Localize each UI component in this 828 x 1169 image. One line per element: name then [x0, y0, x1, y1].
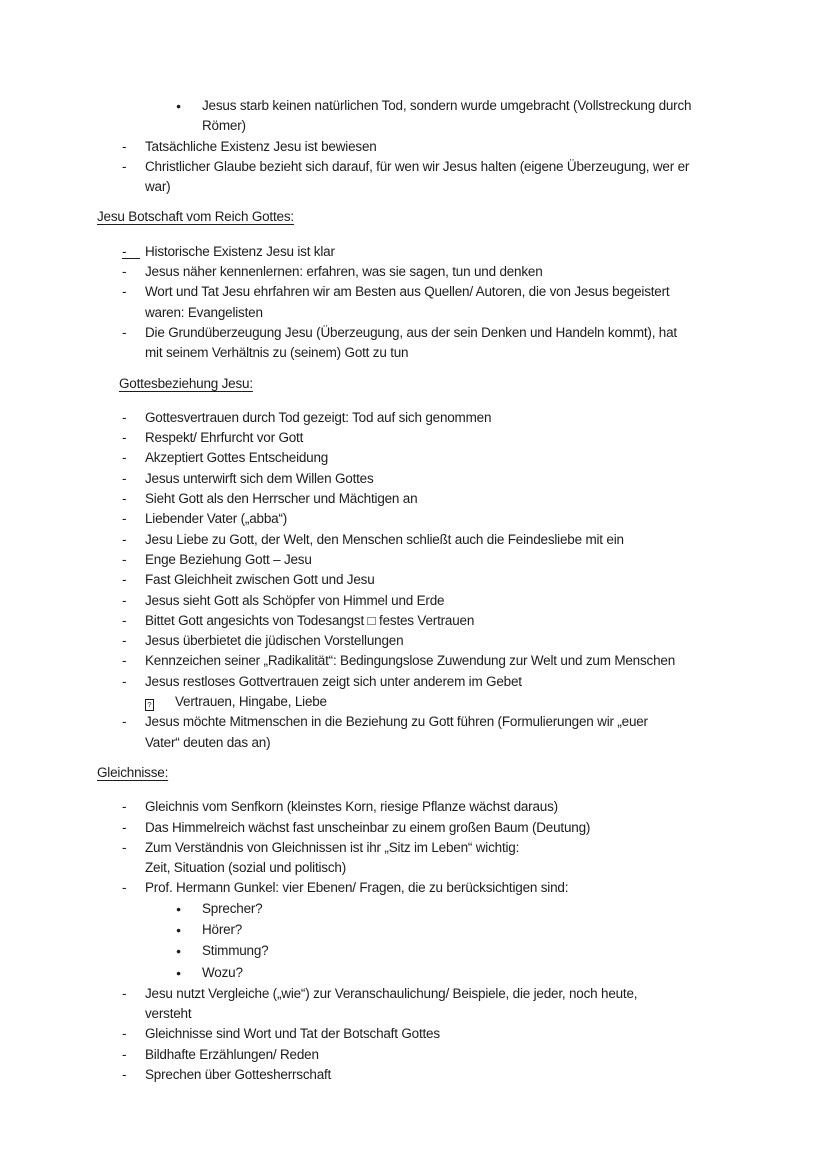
dot-glyph: ● — [176, 101, 181, 111]
dash-glyph: - — [122, 284, 127, 300]
dash-marker — [122, 282, 145, 302]
text-line: Die Grundüberzeugung Jesu (Überzeugung, aus der sein Denken und Handeln kommt), hat — [145, 324, 677, 340]
text-line: mit seinem Verhältnis zu (seinem) Gott zu tun — [145, 345, 409, 361]
text-line: Fast Gleichheit zwischen Gott und Jesu — [145, 572, 375, 588]
dash-marker — [122, 631, 145, 651]
text-line: Enge Beziehung Gott – Jesu — [145, 551, 312, 567]
dash-glyph: - — [122, 511, 127, 527]
missing-glyph-marker — [145, 692, 175, 712]
text-line: Sprechen über Gottesherrschaft — [145, 1067, 332, 1083]
text-line: Sieht Gott als den Herrscher und Mächtigen an — [145, 491, 418, 507]
item-text — [145, 797, 558, 817]
heading-text: Jesu Botschaft vom Reich Gottes: — [97, 209, 294, 225]
text-line: Jesus näher kennenlernen: erfahren, was sie sagen, tun und denken — [145, 264, 543, 280]
section-heading — [119, 374, 777, 394]
dash-marker — [122, 797, 145, 817]
text-line: Jesus sieht Gott als Schöpfer von Himmel und Erde — [145, 592, 445, 608]
list-item — [97, 1024, 777, 1044]
item-text — [145, 984, 637, 1025]
dash-marker — [122, 1065, 145, 1085]
list-item — [97, 448, 777, 468]
item-text — [202, 920, 242, 940]
dash-glyph: - — [122, 592, 127, 608]
item-text — [145, 262, 543, 282]
item-text — [145, 631, 403, 651]
item-text — [145, 489, 417, 509]
dot-glyph: ● — [176, 946, 181, 957]
heading-text: Gleichnisse: — [97, 764, 169, 780]
dash-marker — [122, 509, 145, 529]
text-line: Gottesvertrauen durch Tod gezeigt: Tod auf sich genommen — [145, 409, 492, 425]
heading-text: Gottesbeziehung Jesu: — [119, 375, 253, 391]
dash-glyph: - — [122, 673, 127, 689]
section-heading — [97, 763, 777, 783]
list-item — [97, 838, 777, 879]
item-text — [145, 818, 590, 838]
dash-glyph: - — [122, 450, 127, 466]
item-text — [145, 448, 328, 468]
bullet-dot-marker — [176, 899, 202, 920]
item-text — [145, 651, 675, 671]
dash-glyph: - — [122, 880, 127, 896]
dash-glyph: - — [122, 839, 127, 855]
dash-glyph: - — [122, 264, 127, 280]
list-item — [97, 920, 777, 941]
dash-marker — [122, 878, 145, 898]
text-line: Liebender Vater („abba“) — [145, 511, 288, 527]
dash-marker — [122, 712, 145, 732]
text-line: Das Himmelreich wächst fast unscheinbar zu einem großen Baum (Deutung) — [145, 819, 591, 835]
text-line: Wort und Tat Jesu ehrfahren wir am Besten aus Quellen/ Autoren, die von Jesus begeistert — [145, 284, 670, 300]
list-item — [97, 899, 777, 920]
dash-marker — [122, 611, 145, 631]
item-text — [145, 242, 335, 262]
list-item — [97, 692, 777, 712]
list-item — [97, 530, 777, 550]
dash-marker — [122, 984, 145, 1004]
text-line: Vater“ deuten das an) — [145, 734, 271, 750]
text-line: Kennzeichen seiner „Radikalität“: Bedingungslose Zuwendung zur Welt und zum Menschen — [145, 653, 676, 669]
item-text — [145, 282, 669, 323]
item-text — [145, 550, 312, 570]
text-line: Gleichnisse sind Wort und Tat der Botschaft Gottes — [145, 1026, 440, 1042]
item-text — [145, 611, 474, 631]
text-line: Bildhafte Erzählungen/ Reden — [145, 1046, 319, 1062]
list-item — [97, 137, 777, 157]
dash-glyph: - — [122, 633, 127, 649]
dash-marker — [122, 838, 145, 858]
bullet-dot-marker — [176, 941, 202, 962]
dash-glyph: - — [122, 612, 127, 628]
item-text — [202, 963, 243, 983]
text-line: Gleichnis vom Senfkorn (kleinstes Korn, riesige Pflanze wächst daraus) — [145, 799, 558, 815]
dash-glyph: - — [122, 653, 127, 669]
text-line: Jesus überbietet die jüdischen Vorstellungen — [145, 633, 404, 649]
section-heading — [97, 207, 777, 227]
text-line: Hörer? — [202, 921, 243, 937]
dash-glyph: - — [122, 1046, 127, 1062]
dash-marker — [122, 651, 145, 671]
list-item — [97, 570, 777, 590]
item-text — [145, 1024, 440, 1044]
list-item — [97, 712, 777, 753]
text-line: Bittet Gott angesichts von Todesangst □ festes Vertrauen — [145, 612, 475, 628]
list-item — [97, 157, 777, 198]
tofu-glyph: ? — [145, 699, 154, 711]
list-item — [97, 591, 777, 611]
text-line: Jesus möchte Mitmenschen in die Beziehung zu Gott führen (Formulierungen wir „euer — [145, 714, 648, 730]
dash-glyph: - — [122, 985, 127, 1001]
dot-glyph: ● — [176, 924, 181, 935]
text-line: Stimmung? — [202, 943, 269, 959]
dash-marker — [122, 428, 145, 448]
dash-marker — [122, 323, 145, 343]
text-line: Tatsächliche Existenz Jesu ist bewiesen — [145, 138, 377, 154]
text-line: Zeit, Situation (sozial und politisch) — [145, 860, 346, 876]
dash-glyph: - — [122, 799, 127, 815]
dash-marker — [122, 489, 145, 509]
list-item — [97, 797, 777, 817]
item-text — [145, 878, 568, 898]
list-item — [97, 878, 777, 898]
item-text — [202, 96, 691, 137]
dot-glyph: ● — [176, 967, 181, 978]
list-item — [97, 550, 777, 570]
list-item — [97, 818, 777, 838]
document-content — [97, 96, 777, 1085]
list-item — [97, 428, 777, 448]
list-item — [97, 651, 777, 671]
list-item — [97, 242, 777, 262]
dash-glyph: - — [122, 138, 127, 154]
item-text — [202, 899, 263, 919]
bullet-dot-marker — [176, 96, 202, 117]
text-line: Römer) — [202, 118, 246, 134]
item-text — [145, 712, 648, 753]
list-item — [97, 611, 777, 631]
dash-glyph: - — [122, 1067, 127, 1083]
dash-marker — [122, 137, 145, 157]
list-item — [97, 469, 777, 489]
list-item — [97, 1045, 777, 1065]
list-item — [97, 408, 777, 428]
list-item — [97, 509, 777, 529]
list-item — [97, 984, 777, 1025]
item-text — [145, 428, 303, 448]
text-line: Jesu nutzt Vergleiche („wie“) zur Veranschaulichung/ Beispiele, die jeder, noch heute, — [145, 985, 638, 1001]
dash-glyph: - — [122, 714, 127, 730]
dash-glyph: - — [122, 531, 127, 547]
item-text — [145, 1065, 331, 1085]
text-line: Jesus starb keinen natürlichen Tod, sondern wurde umgebracht (Vollstreckung durch — [202, 98, 692, 113]
dash-marker — [122, 591, 145, 611]
text-line: Vertrauen, Hingabe, Liebe — [175, 694, 327, 710]
bullet-dot-marker — [176, 963, 202, 984]
item-text — [145, 408, 491, 428]
item-text — [175, 692, 327, 712]
text-line: waren: Evangelisten — [145, 304, 263, 320]
text-line: Historische Existenz Jesu ist klar — [145, 243, 335, 259]
item-text — [145, 570, 375, 590]
dash-glyph: - — [122, 409, 127, 425]
list-item — [97, 96, 777, 137]
dash-marker — [122, 262, 145, 282]
list-item — [97, 963, 777, 984]
text-line: Prof. Hermann Gunkel: vier Ebenen/ Fragen, die zu berücksichtigen sind: — [145, 880, 569, 896]
text-line: Jesu Liebe zu Gott, der Welt, den Menschen schließt auch die Feindesliebe mit ein — [145, 531, 624, 547]
dot-glyph: ● — [176, 903, 181, 914]
item-text — [145, 530, 624, 550]
dash-marker — [122, 242, 145, 262]
dash-glyph: - — [122, 572, 127, 588]
dash-marker — [122, 469, 145, 489]
text-line: Jesus restloses Gottvertrauen zeigt sich unter anderem im Gebet — [145, 673, 522, 689]
list-item — [97, 282, 777, 323]
list-item — [97, 323, 777, 364]
text-line: Jesus unterwirft sich dem Willen Gottes — [145, 470, 374, 486]
dash-glyph: - — [122, 470, 127, 486]
item-text — [145, 509, 287, 529]
dash-glyph: - — [122, 158, 127, 174]
dash-marker — [122, 408, 145, 428]
dash-glyph: - — [122, 491, 127, 507]
text-line: Zum Verständnis von Gleichnissen ist ihr „Sitz im Leben“ wichtig: — [145, 839, 520, 855]
bullet-dot-marker — [176, 920, 202, 941]
dash-marker — [122, 570, 145, 590]
dash-marker — [122, 818, 145, 838]
dash-marker — [122, 1045, 145, 1065]
dash-marker — [122, 157, 145, 177]
text-line: Akzeptiert Gottes Entscheidung — [145, 450, 329, 466]
item-text — [145, 591, 444, 611]
text-line: Wozu? — [202, 964, 243, 980]
item-text — [145, 323, 677, 364]
item-text — [145, 838, 519, 879]
dash-marker — [122, 1024, 145, 1044]
dash-glyph: - — [122, 819, 127, 835]
item-text — [145, 157, 689, 198]
text-line: Sprecher? — [202, 900, 263, 916]
dash-glyph: - — [122, 430, 127, 446]
dash-glyph: - — [122, 551, 127, 567]
text-line: war) — [145, 179, 171, 195]
dash-glyph: - — [122, 1026, 127, 1042]
dash-marker — [122, 550, 145, 570]
list-item — [97, 672, 777, 692]
dash-marker — [122, 448, 145, 468]
list-item — [97, 631, 777, 651]
list-item — [97, 1065, 777, 1085]
item-text — [202, 941, 268, 961]
list-item — [97, 941, 777, 962]
item-text — [145, 137, 377, 157]
item-text — [145, 469, 374, 489]
dash-marker — [122, 672, 145, 692]
dash-marker — [122, 530, 145, 550]
list-item — [97, 489, 777, 509]
dash-glyph: - — [122, 324, 127, 340]
text-line: versteht — [145, 1006, 192, 1022]
text-line: Respekt/ Ehrfurcht vor Gott — [145, 430, 304, 446]
item-text — [145, 1045, 319, 1065]
list-item — [97, 262, 777, 282]
item-text — [145, 672, 522, 692]
text-line: Christlicher Glaube bezieht sich darauf, für wen wir Jesus halten (eigene Überzeugung, wer er — [145, 158, 690, 174]
dash-glyph: - — [122, 242, 140, 259]
